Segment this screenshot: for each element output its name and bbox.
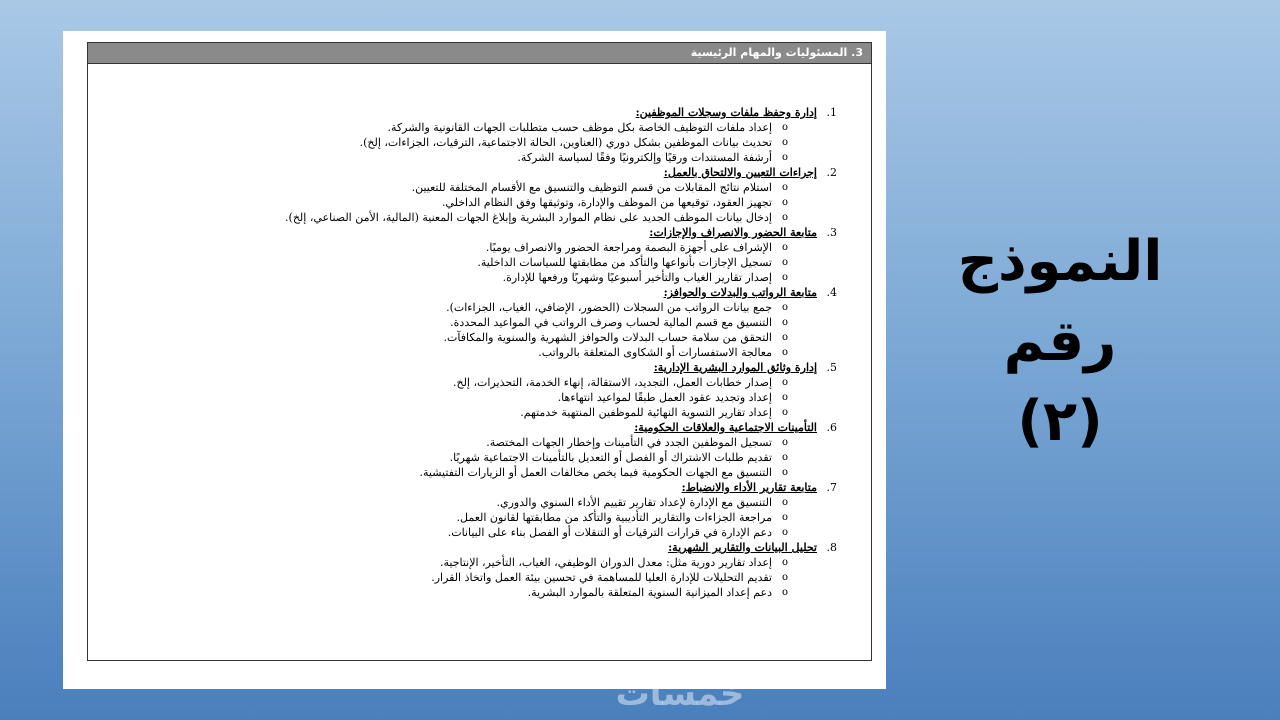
section-title-text: متابعة الحضور والانصراف والإجازات: bbox=[649, 226, 817, 239]
bullet-circle-icon: o bbox=[781, 557, 788, 568]
bullet-item bbox=[88, 150, 871, 165]
bullet-circle-icon: o bbox=[781, 242, 788, 253]
bullet-text: مراجعة الجزاءات والتقارير التأديبية والتأكد من مطابقتها لقانون العمل. bbox=[456, 511, 772, 524]
section-title-text: متابعة الرواتب والبدلات والحوافز: bbox=[663, 286, 817, 299]
section-number: 8. bbox=[826, 541, 837, 554]
bullet-circle-icon: o bbox=[781, 347, 788, 358]
bullet-text: تقديم طلبات الاشتراك أو الفصل أو التعديل بالتأمينات الاجتماعية شهريًا. bbox=[449, 451, 772, 464]
bullet-circle-icon: o bbox=[781, 497, 788, 508]
section-number: 4. bbox=[826, 286, 837, 299]
bullet-circle-icon: o bbox=[781, 332, 788, 343]
model-title-line1: النموذج رقم bbox=[957, 229, 1163, 374]
bullet-item bbox=[88, 195, 871, 210]
section-title bbox=[88, 480, 871, 495]
section-number: 6. bbox=[826, 421, 837, 434]
bullet-item bbox=[88, 300, 871, 315]
bullet-item bbox=[88, 435, 871, 450]
bullet-text: إدخال بيانات الموظف الجديد على نظام الموارد البشرية وإبلاغ الجهات المعنية (المالية، الأمن الصناعي، إلخ). bbox=[285, 211, 772, 224]
section-title-text: إدارة وحفظ ملفات وسجلات الموظفين: bbox=[635, 106, 817, 119]
bullet-text: إعداد تقارير دورية مثل: معدل الدوران الوظيفي، الغياب، التأخير، الإنتاجية. bbox=[439, 556, 772, 569]
bullet-text: تحديث بيانات الموظفين بشكل دوري (العناوين، الحالة الاجتماعية، الترقيات، الجزاءات، إلخ). bbox=[359, 136, 772, 149]
document-page bbox=[63, 31, 886, 689]
watermark-logo: خمسات bbox=[615, 674, 745, 714]
document-frame bbox=[87, 42, 872, 661]
bullet-text: التنسيق مع قسم المالية لحساب وصرف الرواتب في المواعيد المحددة. bbox=[450, 316, 772, 329]
bullet-circle-icon: o bbox=[781, 377, 788, 388]
bullet-circle-icon: o bbox=[781, 137, 788, 148]
bullet-circle-icon: o bbox=[781, 317, 788, 328]
bullet-circle-icon: o bbox=[781, 392, 788, 403]
bullet-text: إعداد وتجديد عقود العمل طبقًا لمواعيد انتهاءها. bbox=[557, 391, 772, 404]
section-number: 3. bbox=[826, 226, 837, 239]
model-title-line2: (٢) bbox=[1017, 389, 1103, 454]
bullet-text: دعم الإدارة في قرارات الترقيات أو التنقلات أو الفصل بناء على البيانات. bbox=[447, 526, 772, 539]
bullet-circle-icon: o bbox=[781, 122, 788, 133]
bullet-item bbox=[88, 510, 871, 525]
bullet-text: أرشفة المستندات ورقيًا وإلكترونيًا وفقًا لسياسة الشركة. bbox=[517, 151, 772, 164]
section-number: 7. bbox=[826, 481, 837, 494]
bullet-item bbox=[88, 450, 871, 465]
bullet-item bbox=[88, 465, 871, 480]
bullet-item bbox=[88, 555, 871, 570]
section-title bbox=[88, 105, 871, 120]
section-header-bar: 3. المسئوليات والمهام الرئيسية bbox=[88, 43, 871, 64]
bullet-item bbox=[88, 375, 871, 390]
bullet-item bbox=[88, 240, 871, 255]
bullet-text: معالجة الاستفسارات أو الشكاوى المتعلقة بالرواتب. bbox=[538, 346, 772, 359]
section-number: 2. bbox=[826, 166, 837, 179]
section-title-text: التأمينات الاجتماعية والعلاقات الحكومية: bbox=[634, 421, 817, 434]
section-title bbox=[88, 540, 871, 555]
responsibilities-list bbox=[88, 105, 871, 600]
bullet-text: التنسيق مع الإدارة لإعداد تقارير تقييم الأداء السنوي والدوري. bbox=[496, 496, 772, 509]
bullet-circle-icon: o bbox=[781, 407, 788, 418]
bullet-item bbox=[88, 405, 871, 420]
bullet-circle-icon: o bbox=[781, 512, 788, 523]
bullet-text: التنسيق مع الجهات الحكومية فيما يخص مخالفات العمل أو الزيارات التفتيشية. bbox=[419, 466, 772, 479]
bullet-text: استلام نتائج المقابلات من قسم التوظيف والتنسيق مع الأقسام المختلفة للتعيين. bbox=[411, 181, 772, 194]
section-title bbox=[88, 420, 871, 435]
bullet-text: تجهيز العقود، توقيعها من الموظف والإدارة، وتوثيقها وفق النظام الداخلي. bbox=[441, 196, 772, 209]
section-number: 1. bbox=[826, 106, 837, 119]
bullet-item bbox=[88, 180, 871, 195]
bullet-item bbox=[88, 495, 871, 510]
bullet-item bbox=[88, 135, 871, 150]
section-title-text: متابعة تقارير الأداء والانضباط: bbox=[681, 481, 817, 494]
bullet-circle-icon: o bbox=[781, 302, 788, 313]
bullet-text: إعداد ملفات التوظيف الخاصة بكل موظف حسب متطلبات الجهات القانونية والشركة. bbox=[387, 121, 772, 134]
model-number-title bbox=[895, 222, 1225, 462]
bullet-text: تقديم التحليلات للإدارة العليا للمساهمة في تحسين بيئة العمل واتخاذ القرار. bbox=[431, 571, 772, 584]
bullet-circle-icon: o bbox=[781, 467, 788, 478]
bullet-circle-icon: o bbox=[781, 527, 788, 538]
section-number: 5. bbox=[826, 361, 837, 374]
bullet-item bbox=[88, 120, 871, 135]
bullet-circle-icon: o bbox=[781, 272, 788, 283]
bullet-text: تسجيل الإجازات بأنواعها والتأكد من مطابقتها للسياسات الداخلية. bbox=[477, 256, 772, 269]
bullet-text: إصدار تقارير الغياب والتأخير أسبوعيًا وشهريًا ورفعها للإدارة. bbox=[502, 271, 772, 284]
bullet-text: تسجيل الموظفين الجدد في التأمينات وإخطار الجهات المختصة. bbox=[486, 436, 772, 449]
bullet-item bbox=[88, 345, 871, 360]
section-title bbox=[88, 225, 871, 240]
bullet-circle-icon: o bbox=[781, 152, 788, 163]
section-title-text: إدارة وثائق الموارد البشرية الإدارية: bbox=[653, 361, 817, 374]
bullet-text: جمع بيانات الرواتب من السجلات (الحضور، الإضافي، الغياب، الجزاءات). bbox=[446, 301, 772, 314]
bullet-text: التحقق من سلامة حساب البدلات والحوافز الشهرية والسنوية والمكافآت. bbox=[443, 331, 772, 344]
bullet-text: الإشراف على أجهزة البصمة ومراجعة الحضور والانصراف يوميًا. bbox=[485, 241, 772, 254]
bullet-circle-icon: o bbox=[781, 257, 788, 268]
section-title bbox=[88, 285, 871, 300]
section-title-text: إجراءات التعيين والالتحاق بالعمل: bbox=[663, 166, 817, 179]
section-title bbox=[88, 165, 871, 180]
bullet-item bbox=[88, 525, 871, 540]
section-title bbox=[88, 360, 871, 375]
bullet-circle-icon: o bbox=[781, 197, 788, 208]
bullet-item bbox=[88, 255, 871, 270]
bullet-circle-icon: o bbox=[781, 182, 788, 193]
bullet-text: إصدار خطابات العمل، التجديد، الاستقالة، إنهاء الخدمة، التحذيرات، إلخ. bbox=[452, 376, 772, 389]
bullet-item bbox=[88, 390, 871, 405]
bullet-circle-icon: o bbox=[781, 452, 788, 463]
bullet-item bbox=[88, 315, 871, 330]
bullet-circle-icon: o bbox=[781, 587, 788, 598]
bullet-item bbox=[88, 570, 871, 585]
bullet-circle-icon: o bbox=[781, 572, 788, 583]
bullet-text: إعداد تقارير التسوية النهائية للموظفين المنتهية خدمتهم. bbox=[520, 406, 772, 419]
bullet-circle-icon: o bbox=[781, 437, 788, 448]
bullet-circle-icon: o bbox=[781, 212, 788, 223]
bullet-item bbox=[88, 330, 871, 345]
bullet-item bbox=[88, 210, 871, 225]
bullet-text: دعم إعداد الميزانية السنوية المتعلقة بالموارد البشرية. bbox=[527, 586, 772, 599]
bullet-item bbox=[88, 270, 871, 285]
bullet-item bbox=[88, 585, 871, 600]
section-title-text: تحليل البيانات والتقارير الشهرية: bbox=[668, 541, 817, 554]
